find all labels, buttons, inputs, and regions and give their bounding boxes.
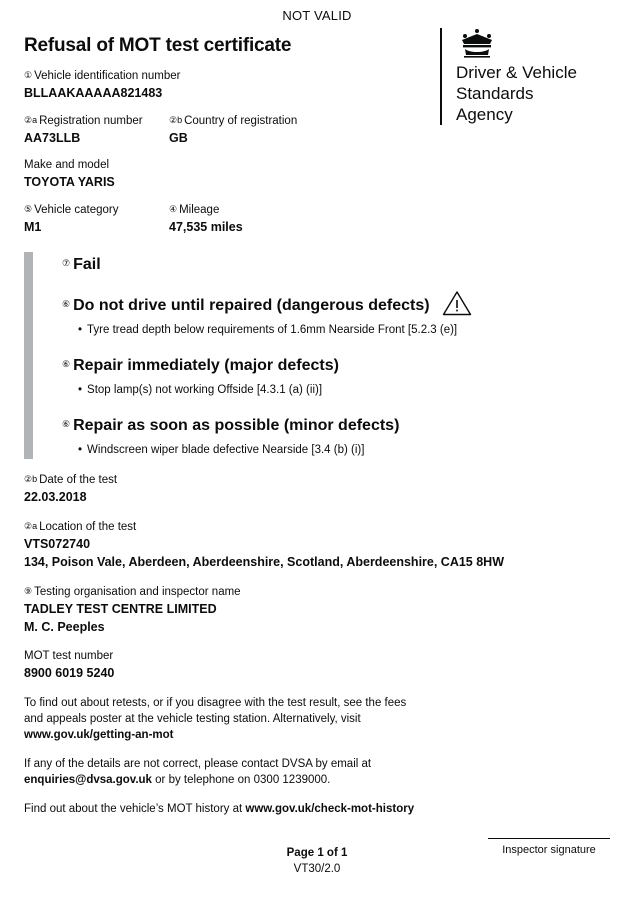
test-location-field-number: ②a bbox=[24, 521, 38, 531]
test-result-value: Fail bbox=[73, 256, 101, 273]
country-field-number: ②b bbox=[169, 115, 183, 125]
mot-test-number-value: 8900 6019 5240 bbox=[24, 666, 115, 680]
page-number: Page 1 of 1 bbox=[286, 847, 348, 859]
make-model-field-value: TOYOTA YARIS bbox=[24, 175, 115, 189]
vehicle-category-field-number: ⑤ bbox=[24, 204, 33, 214]
major-defects-label: Repair immediately (major defects) bbox=[73, 357, 339, 374]
test-location-address: 134, Poison Vale, Aberdeen, Aberdeenshire, Scotland, Aberdeenshire, CA15 8HW bbox=[24, 555, 505, 569]
mot-test-number-field bbox=[24, 649, 610, 682]
testing-organisation-label: Testing organisation and inspector name bbox=[34, 586, 241, 598]
test-date-field bbox=[24, 472, 610, 506]
testing-organisation-number: ⑨ bbox=[24, 586, 33, 596]
bullet-icon: • bbox=[78, 444, 83, 456]
defects-section bbox=[24, 252, 610, 459]
test-result-heading bbox=[62, 252, 610, 276]
registration-field-label: Registration number bbox=[39, 115, 143, 127]
dangerous-defect-item bbox=[78, 322, 610, 339]
make-model-field-label: Make and model bbox=[24, 159, 110, 171]
dvsa-logo bbox=[440, 28, 618, 125]
vin-field-label: Vehicle identification number bbox=[34, 70, 181, 82]
make-model-field bbox=[24, 158, 610, 191]
category-mileage-row bbox=[24, 202, 610, 236]
dvsa-email-link[interactable]: enquiries@dvsa.gov.uk bbox=[24, 774, 152, 786]
vin-field-number: ① bbox=[24, 70, 33, 80]
country-field-value: GB bbox=[169, 131, 188, 145]
bullet-icon: • bbox=[78, 384, 83, 396]
major-defects-heading bbox=[62, 353, 610, 377]
bullet-icon: • bbox=[78, 324, 83, 336]
retests-line-1: To find out about retests, or if you disagree with the test result, see the fees bbox=[24, 697, 407, 709]
not-valid-watermark: NOT VALID bbox=[282, 8, 352, 23]
vehicle-category-field bbox=[24, 202, 169, 236]
testing-organisation-field bbox=[24, 584, 610, 636]
mileage-field bbox=[169, 202, 610, 236]
minor-defect-text: Windscreen wiper blade defective Nearside [3.4 (b) (i)] bbox=[87, 444, 365, 456]
country-field-label: Country of registration bbox=[184, 115, 298, 127]
vin-field-value: BLLAAKAAAAA821483 bbox=[24, 86, 163, 100]
retests-line-2: and appeals poster at the vehicle testing station. Alternatively, visit bbox=[24, 713, 361, 725]
history-prefix: Find out about the vehicle’s MOT history at bbox=[24, 803, 246, 815]
registration-field-value: AA73LLB bbox=[24, 131, 81, 145]
check-mot-history-link[interactable]: www.gov.uk/check-mot-history bbox=[245, 803, 415, 815]
retests-paragraph bbox=[24, 695, 464, 743]
crown-icon bbox=[456, 28, 618, 58]
vehicle-category-field-value: M1 bbox=[24, 220, 42, 234]
test-result-number: ⑦ bbox=[62, 258, 71, 268]
registration-field-number: ②a bbox=[24, 115, 38, 125]
dvsa-line-2: Standards bbox=[456, 84, 534, 103]
dangerous-defect-text: Tyre tread depth below requirements of 1.6mm Nearside Front [5.2.3 (e)] bbox=[87, 324, 458, 336]
inspector-signature-line: Inspector signature bbox=[488, 838, 610, 856]
inspector-name: M. C. Peeples bbox=[24, 620, 105, 634]
contact-line-1: If any of the details are not correct, please contact DVSA by email at bbox=[24, 758, 372, 770]
warning-triangle-icon bbox=[442, 290, 472, 316]
testing-organisation-name: TADLEY TEST CENTRE LIMITED bbox=[24, 602, 217, 616]
major-defects-number: ⑥ bbox=[62, 359, 71, 369]
history-paragraph bbox=[24, 801, 464, 817]
vehicle-category-field-label: Vehicle category bbox=[34, 204, 119, 216]
mileage-field-value: 47,535 miles bbox=[169, 220, 243, 234]
dangerous-defects-number: ⑥ bbox=[62, 299, 71, 309]
dvsa-line-1: Driver & Vehicle bbox=[456, 63, 577, 82]
contact-line-2: or by telephone on 0300 1239000. bbox=[151, 774, 331, 786]
test-location-vts: VTS072740 bbox=[24, 537, 91, 551]
registration-field bbox=[24, 113, 169, 147]
test-date-field-label: Date of the test bbox=[39, 474, 118, 486]
major-defect-item bbox=[78, 382, 610, 399]
test-location-field bbox=[24, 519, 610, 571]
getting-an-mot-link[interactable]: www.gov.uk/getting-an-mot bbox=[24, 729, 174, 741]
dangerous-defects-label: Do not drive until repaired (dangerous defects) bbox=[73, 297, 430, 314]
minor-defect-item bbox=[78, 442, 610, 459]
mileage-field-label: Mileage bbox=[179, 204, 220, 216]
mileage-field-number: ④ bbox=[169, 204, 178, 214]
minor-defects-label: Repair as soon as possible (minor defects) bbox=[73, 417, 400, 434]
form-version: VT30/2.0 bbox=[293, 863, 341, 875]
minor-defects-number: ⑥ bbox=[62, 419, 71, 429]
mot-test-number-label: MOT test number bbox=[24, 650, 114, 662]
test-location-field-label: Location of the test bbox=[39, 521, 137, 533]
contact-paragraph bbox=[24, 756, 464, 788]
minor-defects-heading bbox=[62, 413, 610, 437]
major-defect-text: Stop lamp(s) not working Offside [4.3.1 (a) (ii)] bbox=[87, 384, 323, 396]
test-date-field-value: 22.03.2018 bbox=[24, 490, 87, 504]
dvsa-line-3: Agency bbox=[456, 105, 513, 124]
test-date-field-number: ②b bbox=[24, 474, 38, 484]
dangerous-defects-heading bbox=[62, 290, 610, 317]
defects-sidebar-rule bbox=[24, 252, 33, 459]
page-title: Refusal of MOT test certificate bbox=[24, 35, 292, 56]
